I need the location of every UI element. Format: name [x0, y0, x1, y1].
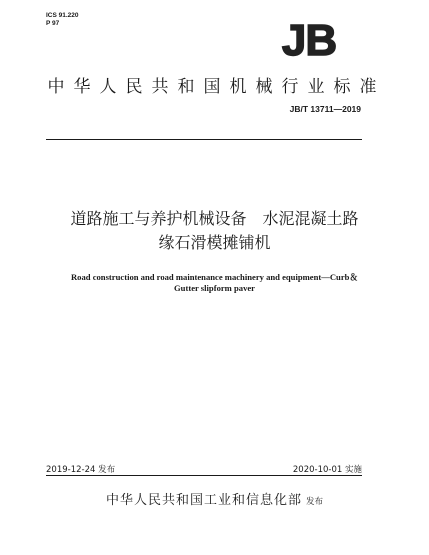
bottom-divider: [46, 475, 362, 476]
issuer-line: [0, 489, 429, 508]
jb-logo: [272, 20, 346, 60]
standard-number: JB/T 13711—2019: [289, 104, 361, 114]
title-chinese-line-1: 道路施工与养护机械设备 水泥混凝土路: [70, 209, 359, 228]
ics-code: ICS 91.220: [46, 12, 79, 19]
title-english-line-1: Road construction and road maintenance machinery and equipment—Curb＆: [70, 272, 359, 282]
jb-logo-text: JB: [281, 20, 337, 60]
title-english-line-2: Gutter slipform paver: [174, 283, 255, 293]
implementation-date: 2020-10-01 实施: [292, 465, 362, 475]
issue-date: 2019-12-24 发布: [46, 465, 116, 475]
top-divider: [46, 139, 362, 140]
title-chinese-line-2: 缘石滑模摊铺机: [158, 233, 271, 252]
issuer-suffix: 发布: [306, 497, 324, 507]
ccs-code: P 97: [46, 20, 60, 27]
issuer-name: 中华人民共和国工业和信息化部: [105, 493, 302, 508]
standard-type: 中华人民共和国机械行业标准: [47, 77, 386, 97]
